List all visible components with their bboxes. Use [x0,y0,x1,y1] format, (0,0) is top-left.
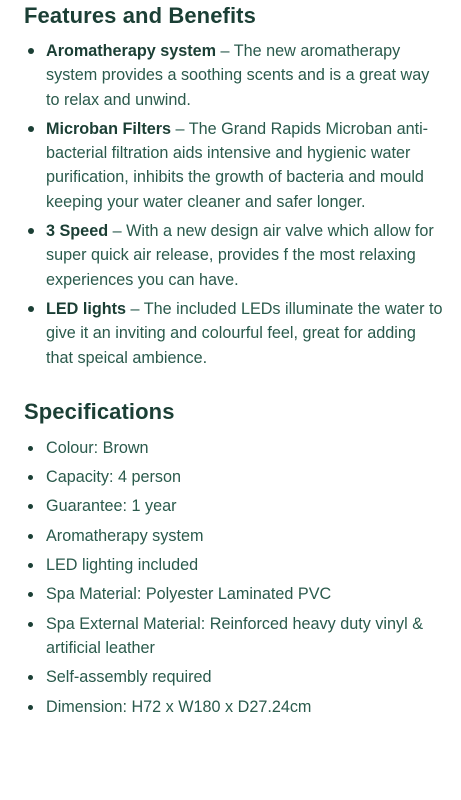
bullet-icon [28,228,34,234]
feature-title: 3 Speed [46,222,109,241]
feature-text: – With a new design air valve which allow for super quick air release, provides f the most relaxing experiences you can have. [46,222,434,289]
spec-text: Colour: Brown [46,438,149,457]
specifications-list [24,436,447,719]
features-heading: Features and Benefits [24,3,256,28]
spec-item [24,553,447,577]
bullet-icon [28,622,33,627]
bullet-icon [28,534,33,539]
bullet-icon [28,306,34,312]
spec-item [24,695,447,719]
bullet-icon [28,504,33,509]
feature-title: LED lights [46,299,127,318]
spec-text: Self-assembly required [46,668,212,687]
feature-item [24,219,447,292]
spec-text: Guarantee: 1 year [46,497,177,516]
spec-item [24,465,447,489]
feature-item [24,297,447,370]
specifications-heading: Specifications [24,398,175,424]
spec-item [24,494,447,518]
bullet-icon [28,446,33,451]
feature-text: – The Grand Rapids Microban anti-bacterial filtration aids intensive and hygienic water purification, inhibits the growth of bacteria and mould keeping your water cleaner and safer longer. [46,119,429,211]
spec-item [24,436,447,460]
spec-text: Spa External Material: Reinforced heavy duty vinyl & artificial leather [46,614,423,657]
bullet-icon [28,592,33,597]
bullet-icon [28,705,33,710]
spec-item [24,665,447,689]
features-list [24,39,447,370]
spec-item [24,524,447,548]
bullet-icon [28,475,33,480]
feature-title: Microban Filters [46,119,172,138]
feature-text: – The new aromatherapy system provides a soothing scents and is a great way to relax and unwind. [46,42,430,109]
spec-text: Aromatherapy system [46,526,204,545]
feature-item [24,117,447,214]
bullet-icon [28,675,33,680]
feature-title: Aromatherapy system [46,42,217,60]
spec-text: Dimension: H72 x W180 x D27.24cm [46,697,312,716]
bullet-icon [28,563,33,568]
spec-text: Spa Material: Polyester Laminated PVC [46,585,332,604]
spec-text: Capacity: 4 person [46,468,181,487]
feature-text: – The included LEDs illuminate the water to give it an inviting and colourful feel, great for adding that speical ambience. [46,299,443,367]
bullet-icon [28,48,34,54]
spec-item [24,582,447,606]
spec-text: LED lighting included [46,556,199,575]
spec-item [24,612,447,661]
feature-item [24,39,447,112]
bullet-icon [28,126,34,132]
